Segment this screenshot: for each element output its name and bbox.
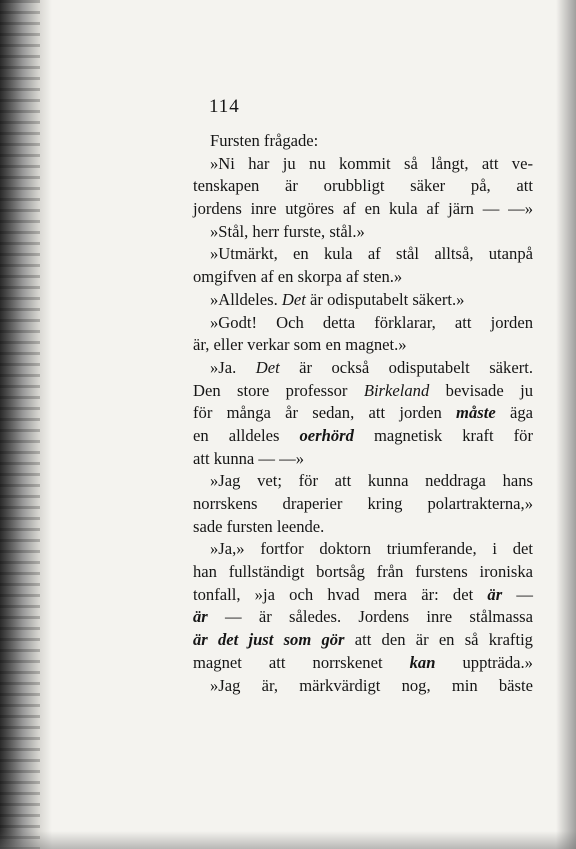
text-line: tonfall, »ja och hvad mera är: det är — — [193, 584, 533, 604]
text-line: norrskens draperier kring polartrakterna,» — [193, 494, 533, 513]
text-line: Den store professor Birkeland bevisade ju — [193, 380, 533, 400]
text-line: är, eller verkar som en magnet.» — [193, 335, 407, 355]
text-line: jordens inre utgöres af en kula af järn — —» — [193, 199, 533, 219]
page-right-edge — [556, 0, 576, 849]
text-line: »Ja. Det är också odisputabelt säkert. — [210, 357, 533, 377]
text-line: han fullständigt bortsåg från furstens ironiska — [193, 562, 533, 582]
text-line: »Ni har ju nu kommit så långt, att ve- — [210, 153, 533, 173]
emphasis: Det — [281, 289, 306, 309]
emphasis: Birkeland — [363, 380, 430, 400]
text-line: Fursten frågade: — [210, 131, 319, 150]
text-line: att kunna — —» — [193, 448, 305, 468]
emphasis: kan — [409, 652, 436, 672]
text-line: »Jag är, märkvärdigt nog, min bäste — [210, 675, 533, 695]
emphasis: är — [487, 584, 503, 604]
emphasis: är det just som gör — [193, 630, 345, 650]
emphasis: är — [193, 607, 208, 627]
page-number: 114 — [209, 96, 240, 117]
text-line: »Ja,» fortfor doktorn triumferande, i det — [210, 539, 533, 559]
text-line: »Jag vet; för att kunna neddraga hans — [210, 471, 533, 491]
text-line: omgifven af en skorpa af sten.» — [193, 267, 403, 287]
emphasis: måste — [456, 403, 496, 423]
emphasis: Det — [255, 357, 280, 377]
text-line: sade fursten leende. — [193, 516, 325, 536]
text-line: »Godt! Och detta förklarar, att jorden — [210, 312, 533, 332]
text-line: för många år sedan, att jorden måste äga — [193, 403, 533, 423]
body-text — [193, 130, 533, 697]
text-line: »Stål, herr furste, stål.» — [210, 221, 365, 241]
text-line: »Alldeles. Det är odisputabelt säkert.» — [210, 289, 465, 309]
text-line: är — är således. Jordens inre stålmassa — [193, 607, 533, 627]
binding-texture — [0, 0, 40, 849]
page-bottom-edge — [0, 831, 576, 849]
text-line: tenskapen är orubbligt säker på, att — [193, 176, 533, 196]
text-line: är det just som gör att den är en så kraftig — [193, 630, 533, 650]
text-line: magnet att norrskenet kan uppträda.» — [193, 652, 533, 672]
text-line: en alldeles oerhörd magnetisk kraft för — [193, 425, 533, 445]
emphasis: oerhörd — [299, 425, 354, 445]
text-line: »Utmärkt, en kula af stål alltså, utanpå — [210, 244, 533, 264]
